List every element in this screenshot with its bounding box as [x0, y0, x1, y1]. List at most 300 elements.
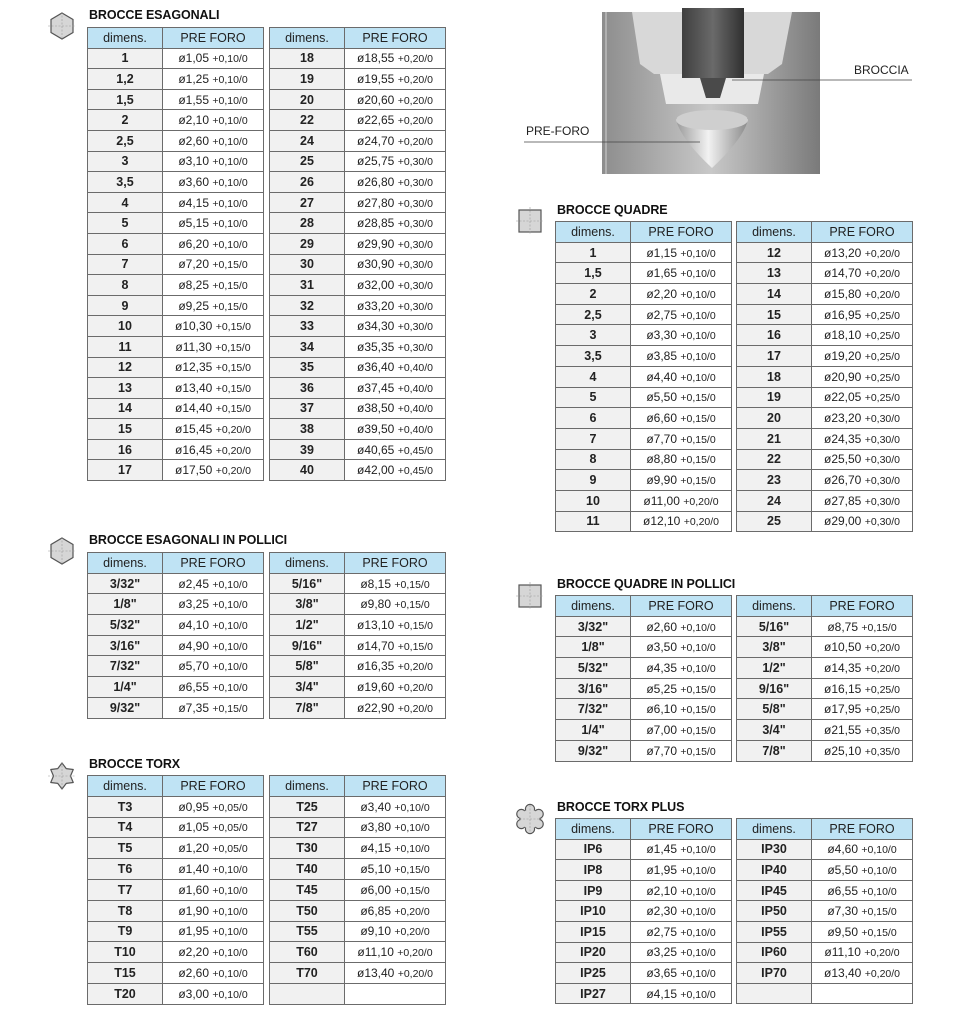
pre-hole-diameter: ø7,70: [646, 431, 677, 446]
pre-hole-tolerance: +0,10/0: [212, 238, 248, 251]
pre-hole-cell: [345, 859, 446, 880]
table-row: [270, 963, 446, 984]
pre-hole-cell: [345, 677, 446, 698]
pre-hole-cell: [345, 419, 446, 440]
dimension-cell: 25: [270, 151, 345, 172]
table-row: [270, 921, 446, 942]
dimension-cell: [737, 983, 812, 1004]
pre-hole-tolerance: +0,30/0: [864, 413, 901, 426]
pre-hole-tolerance: +0,05/0: [212, 843, 248, 856]
pre-hole-cell: [812, 983, 913, 1004]
dimension-cell: 37: [270, 398, 345, 419]
table-row: [556, 346, 732, 367]
pre-hole-diameter: ø22,65: [356, 113, 395, 128]
dimension-cell: T50: [270, 900, 345, 921]
table-row: [88, 110, 264, 131]
header-dimens: dimens.: [556, 596, 631, 617]
pre-hole-diameter: ø1,95: [178, 924, 209, 939]
dimension-cell: 1,5: [88, 89, 163, 110]
dimension-cell: 19: [270, 69, 345, 90]
table-row: [88, 942, 264, 963]
pre-hole-cell: [163, 656, 264, 677]
pre-hole-diameter: ø26,80: [356, 174, 395, 189]
pre-hole-cell: [812, 901, 913, 922]
pre-hole-tolerance: +0,10/0: [680, 967, 716, 980]
dimension-cell: 28: [270, 213, 345, 234]
table-row: [88, 859, 264, 880]
pre-hole-tolerance: +0,25/0: [864, 350, 901, 363]
pre-hole-cell: [163, 275, 264, 296]
dimension-cell: 1/8": [556, 637, 631, 658]
pre-hole-diameter: ø6,10: [646, 702, 677, 717]
dimension-cell: 18: [270, 48, 345, 69]
pre-hole-cell: [163, 796, 264, 817]
table-row: [556, 304, 732, 325]
pre-hole-diameter: ø33,20: [356, 298, 395, 313]
table-row: [270, 151, 446, 172]
header-pre-foro: PRE FORO: [631, 819, 732, 840]
pre-hole-diameter: ø32,00: [356, 277, 395, 292]
table-row: [88, 656, 264, 677]
table-row: [270, 130, 446, 151]
table-row: [88, 151, 264, 172]
table-row: [737, 366, 913, 387]
table-row: [270, 419, 446, 440]
pre-hole-tolerance: +0,10/0: [680, 621, 716, 634]
pre-hole-diameter: ø9,10: [360, 924, 391, 939]
section-title: BROCCE TORX PLUS: [557, 800, 685, 814]
table-row: [556, 983, 732, 1004]
pre-hole-tolerance: +0,25/0: [864, 309, 901, 322]
pre-hole-tolerance: +0,30/0: [864, 454, 901, 467]
table-row: [88, 233, 264, 254]
pre-hole-tolerance: +0,20/0: [397, 661, 434, 674]
dimension-cell: IP40: [737, 860, 812, 881]
pre-hole-tolerance: +0,10/0: [680, 926, 716, 939]
table-row: [737, 470, 913, 491]
torx-star-icon: [44, 760, 80, 797]
pre-hole-cell: [345, 900, 446, 921]
dimension-cell: 4: [88, 192, 163, 213]
table-row: [737, 284, 913, 305]
dimension-cell: 5/8": [737, 699, 812, 720]
dimension-cell: T3: [88, 796, 163, 817]
dimension-cell: 5/32": [88, 615, 163, 636]
dimension-cell: IP60: [737, 942, 812, 963]
pre-hole-cell: [163, 69, 264, 90]
dimension-cell: 17: [737, 346, 812, 367]
pre-hole-cell: [631, 963, 732, 984]
pre-hole-cell: [163, 110, 264, 131]
pre-hole-tolerance: +0,10/0: [212, 115, 248, 128]
pre-hole-cell: [163, 573, 264, 594]
pre-hole-cell: [163, 983, 264, 1004]
dimension-cell: 3/4": [737, 720, 812, 741]
dimension-cell: 3/32": [556, 616, 631, 637]
dimension-cell: 1,5: [556, 263, 631, 284]
pre-hole-cell: [631, 470, 732, 491]
table-header-row: [270, 553, 446, 574]
dimension-cell: 27: [270, 192, 345, 213]
pre-hole-tolerance: +0,15/0: [861, 906, 897, 919]
pre-hole-diameter: ø14,40: [174, 401, 213, 416]
pre-hole-diameter: ø2,75: [646, 307, 677, 322]
pre-hole-cell: [812, 387, 913, 408]
dimension-cell: IP27: [556, 983, 631, 1004]
torx-plus-icon: [512, 803, 548, 840]
pre-hole-tolerance: +0,10/0: [212, 905, 248, 918]
pre-hole-diameter: ø22,90: [356, 700, 395, 715]
dimension-cell: 5/8": [270, 656, 345, 677]
pre-hole-tolerance: +0,10/0: [212, 73, 248, 86]
dimension-cell: 26: [270, 172, 345, 193]
pre-hole-tolerance: +0,10/0: [212, 53, 248, 66]
dimension-cell: 9: [88, 295, 163, 316]
dimension-cell: 3: [88, 151, 163, 172]
workpiece-illustration: [602, 8, 820, 174]
table-row: [88, 275, 264, 296]
dimension-cell: 10: [88, 316, 163, 337]
pre-hole-diameter: ø1,40: [178, 862, 209, 877]
pre-hole-cell: [345, 48, 446, 69]
dimension-cell: IP9: [556, 880, 631, 901]
pre-hole-diameter: ø23,20: [823, 411, 862, 426]
pre-hole-diameter: ø3,00: [178, 986, 209, 1001]
pre-hole-tolerance: +0,05/0: [212, 801, 248, 814]
size-table: [87, 27, 264, 481]
pre-hole-tolerance: +0,15/0: [861, 621, 897, 634]
pre-hole-tolerance: +0,30/0: [397, 156, 434, 169]
pre-hole-tolerance: +0,10/0: [212, 864, 248, 877]
pre-hole-diameter: ø4,40: [646, 369, 677, 384]
pre-hole-diameter: ø13,40: [823, 965, 862, 980]
dimension-cell: 40: [270, 460, 345, 481]
pre-hole-tolerance: +0,30/0: [864, 433, 901, 446]
table-row: [737, 304, 913, 325]
dimension-cell: 13: [737, 263, 812, 284]
table-row: [556, 490, 732, 511]
table-header-row: [556, 596, 732, 617]
dimension-cell: 3,5: [88, 172, 163, 193]
table-row: [737, 839, 913, 860]
header-pre-foro: PRE FORO: [345, 553, 446, 574]
pre-hole-diameter: ø11,10: [357, 945, 394, 960]
pre-hole-cell: [345, 879, 446, 900]
pre-hole-tolerance: +0,45/0: [397, 444, 434, 457]
pre-hole-tolerance: +0,30/0: [397, 300, 434, 313]
pre-hole-tolerance: +0,20/0: [683, 495, 719, 508]
header-dimens: dimens.: [737, 596, 812, 617]
table-row: [270, 316, 446, 337]
table-row: [737, 942, 913, 963]
pre-hole-cell: [345, 697, 446, 718]
pre-hole-tolerance: +0,20/0: [864, 947, 900, 960]
table-row: [556, 901, 732, 922]
pre-hole-diameter: ø19,60: [356, 679, 395, 694]
dimension-cell: 23: [737, 470, 812, 491]
header-dimens: dimens.: [556, 819, 631, 840]
dimension-cell: 24: [270, 130, 345, 151]
dimension-cell: 3/8": [270, 594, 345, 615]
pre-hole-tolerance: +0,10/0: [212, 640, 248, 653]
pre-hole-diameter: ø13,40: [356, 966, 395, 981]
table-row: [270, 635, 446, 656]
pre-hole-cell: [345, 357, 446, 378]
pre-hole-tolerance: +0,30/0: [397, 238, 434, 251]
dimension-cell: 6: [556, 408, 631, 429]
table-header-row: [88, 776, 264, 797]
pre-hole-cell: [345, 172, 446, 193]
pre-hole-tolerance: +0,25/0: [864, 392, 901, 405]
pre-hole-diameter: ø1,45: [646, 842, 677, 857]
pre-hole-cell: [345, 378, 446, 399]
pre-hole-cell: [812, 839, 913, 860]
pre-hole-tolerance: +0,40/0: [397, 424, 434, 437]
dimension-cell: T70: [270, 963, 345, 984]
dimension-cell: 14: [88, 398, 163, 419]
pre-hole-diameter: ø16,45: [174, 442, 213, 457]
pre-hole-cell: [345, 615, 446, 636]
pre-hole-diameter: ø3,80: [360, 820, 391, 835]
pre-hole-diameter: ø1,05: [178, 51, 209, 66]
dimension-cell: IP20: [556, 942, 631, 963]
table-header-row: [88, 28, 264, 49]
pre-hole-tolerance: +0,15/0: [680, 724, 716, 737]
table-row: [270, 796, 446, 817]
pre-hole-cell: [631, 449, 732, 470]
pre-hole-cell: [163, 838, 264, 859]
dimension-cell: 17: [88, 460, 163, 481]
dimension-cell: 16: [88, 439, 163, 460]
header-pre-foro: PRE FORO: [812, 819, 913, 840]
header-dimens: dimens.: [556, 222, 631, 243]
pre-hole-cell: [631, 839, 732, 860]
pre-hole-tolerance: +0,35/0: [864, 724, 901, 737]
pre-hole-cell: [345, 316, 446, 337]
pre-hole-diameter: ø6,60: [646, 411, 677, 426]
pre-hole-tolerance: +0,30/0: [397, 218, 434, 231]
pre-hole-diameter: ø4,10: [178, 617, 209, 632]
pre-hole-cell: [812, 325, 913, 346]
dimension-cell: 3/16": [556, 678, 631, 699]
pre-hole-cell: [631, 860, 732, 881]
pre-hole-tolerance: +0,15/0: [680, 413, 716, 426]
table-row: [270, 900, 446, 921]
table-header-row: [737, 222, 913, 243]
pre-hole-cell: [163, 879, 264, 900]
table-row: [556, 428, 732, 449]
pre-hole-tolerance: +0,20/0: [683, 516, 720, 529]
pre-hole-cell: [163, 963, 264, 984]
pre-hole-cell: [163, 677, 264, 698]
table-row: [88, 900, 264, 921]
dimension-cell: 20: [270, 89, 345, 110]
dimension-cell: 13: [88, 378, 163, 399]
table-row: [556, 387, 732, 408]
dimension-cell: 21: [737, 428, 812, 449]
table-row: [270, 859, 446, 880]
pre-hole-tolerance: +0,10/0: [680, 844, 716, 857]
pre-hole-diameter: ø5,50: [646, 390, 677, 405]
dimension-cell: 15: [737, 304, 812, 325]
dimension-cell: 6: [88, 233, 163, 254]
pre-hole-tolerance: +0,15/0: [394, 884, 430, 897]
square-icon: [514, 580, 546, 617]
pre-hole-diameter: ø17,95: [823, 702, 862, 717]
pre-hole-diameter: ø9,25: [178, 298, 209, 313]
pre-hole-cell: [163, 48, 264, 69]
dimension-cell: 2: [556, 284, 631, 305]
pre-hole-diameter: ø14,70: [356, 638, 395, 653]
table-row: [88, 677, 264, 698]
table-row: [556, 699, 732, 720]
pre-hole-tolerance: +0,10/0: [212, 135, 248, 148]
pre-hole-cell: [631, 983, 732, 1004]
dimension-cell: 15: [88, 419, 163, 440]
dimension-cell: 34: [270, 336, 345, 357]
dimension-cell: 2,5: [88, 130, 163, 151]
pre-hole-cell: [163, 921, 264, 942]
table-row: [556, 942, 732, 963]
pre-hole-cell: [631, 325, 732, 346]
pre-hole-tolerance: +0,10/0: [212, 94, 248, 107]
table-row: [737, 511, 913, 532]
header-pre-foro: PRE FORO: [631, 596, 732, 617]
dimension-cell: IP45: [737, 880, 812, 901]
dimension-cell: IP25: [556, 963, 631, 984]
pre-hole-tolerance: +0,20/0: [397, 115, 434, 128]
pre-hole-diameter: ø2,75: [646, 924, 677, 939]
table-row: [88, 817, 264, 838]
dimension-cell: 5: [556, 387, 631, 408]
dimension-cell: T15: [88, 963, 163, 984]
pre-hole-diameter: ø5,10: [360, 862, 391, 877]
header-dimens: dimens.: [737, 819, 812, 840]
table-header-row: [556, 819, 732, 840]
dimension-cell: 1/2": [270, 615, 345, 636]
pre-hole-tolerance: +0,10/0: [212, 176, 248, 189]
table-row: [270, 697, 446, 718]
pre-hole-diameter: ø2,10: [646, 883, 677, 898]
pre-hole-diameter: ø19,55: [356, 71, 395, 86]
pre-hole-cell: [631, 921, 732, 942]
dimension-cell: 1,2: [88, 69, 163, 90]
table-row: [88, 635, 264, 656]
pre-hole-diameter: ø2,60: [646, 619, 677, 634]
pre-hole-cell: [345, 460, 446, 481]
table-row: [270, 172, 446, 193]
pre-hole-cell: [345, 233, 446, 254]
table-row: [88, 213, 264, 234]
pre-hole-diameter: ø12,35: [174, 360, 213, 375]
pre-hole-diameter: ø1,15: [646, 245, 677, 260]
dimension-cell: 36: [270, 378, 345, 399]
table-row: [270, 439, 446, 460]
pre-hole-diameter: ø16,35: [356, 659, 395, 674]
table-row: [737, 901, 913, 922]
pre-hole-diameter: ø1,90: [178, 903, 209, 918]
dimension-cell: 35: [270, 357, 345, 378]
table-row: [737, 699, 913, 720]
dimension-cell: 3,5: [556, 346, 631, 367]
dimension-cell: IP30: [737, 839, 812, 860]
pre-hole-tolerance: +0,20/0: [397, 702, 434, 715]
pre-hole-tolerance: +0,20/0: [864, 967, 901, 980]
dimension-cell: 25: [737, 511, 812, 532]
header-dimens: dimens.: [88, 776, 163, 797]
pre-hole-tolerance: +0,10/0: [680, 330, 716, 343]
pre-hole-tolerance: +0,10/0: [212, 599, 248, 612]
table-row: [270, 656, 446, 677]
pre-hole-cell: [163, 254, 264, 275]
dimension-cell: 24: [737, 490, 812, 511]
dimension-cell: T8: [88, 900, 163, 921]
table-row: [88, 69, 264, 90]
pre-hole-diameter: ø13,40: [174, 380, 213, 395]
pre-hole-tolerance: +0,10/0: [680, 906, 716, 919]
pre-hole-cell: [631, 490, 732, 511]
pre-hole-tolerance: +0,20/0: [394, 926, 430, 939]
table-row: [556, 658, 732, 679]
pre-hole-cell: [631, 720, 732, 741]
table-row: [737, 963, 913, 984]
dimension-cell: 3: [556, 325, 631, 346]
table-row: [270, 573, 446, 594]
pre-hole-cell: [812, 699, 913, 720]
broach-diagram: [520, 8, 920, 180]
pre-hole-tolerance: +0,25/0: [864, 330, 901, 343]
pre-hole-tolerance: +0,10/0: [680, 662, 716, 675]
pre-hole-tolerance: +0,15/0: [215, 403, 252, 416]
pre-hole-cell: [631, 637, 732, 658]
pre-hole-tolerance: +0,20/0: [397, 73, 434, 86]
pre-hole-diameter: ø15,45: [174, 422, 213, 437]
dimension-cell: 29: [270, 233, 345, 254]
pre-hole-diameter: ø3,40: [360, 799, 391, 814]
dimension-cell: 33: [270, 316, 345, 337]
dimension-cell: T4: [88, 817, 163, 838]
table-row: [556, 242, 732, 263]
size-table: [269, 27, 446, 481]
dimension-cell: 3/16": [88, 635, 163, 656]
pre-hole-diameter: ø4,35: [646, 660, 677, 675]
pre-hole-cell: [163, 635, 264, 656]
pre-hole-tolerance: +0,10/0: [212, 968, 248, 981]
pre-hole-cell: [812, 428, 913, 449]
table-row: [270, 48, 446, 69]
pre-hole-diameter: ø1,55: [178, 92, 209, 107]
pre-hole-cell: [163, 192, 264, 213]
pre-hole-cell: [631, 242, 732, 263]
dimension-cell: T25: [270, 796, 345, 817]
section-title: BROCCE ESAGONALI IN POLLICI: [89, 533, 288, 547]
dimension-cell: 5/16": [270, 573, 345, 594]
pre-hole-tolerance: +0,25/0: [864, 371, 901, 384]
pre-hole-cell: [163, 233, 264, 254]
table-row: [737, 387, 913, 408]
pre-hole-tolerance: +0,15/0: [680, 475, 716, 488]
pre-hole-cell: [163, 460, 264, 481]
pre-hole-cell: [163, 942, 264, 963]
pre-hole-tolerance: +0,20/0: [397, 947, 433, 960]
dimension-cell: 11: [556, 511, 631, 532]
pre-hole-tolerance: +0,15/0: [680, 704, 716, 717]
pre-hole-cell: [163, 817, 264, 838]
pre-hole-cell: [812, 740, 913, 761]
pre-hole-diameter: ø2,30: [646, 904, 677, 919]
pre-hole-tolerance: +0,25/0: [864, 683, 901, 696]
table-row: [88, 879, 264, 900]
